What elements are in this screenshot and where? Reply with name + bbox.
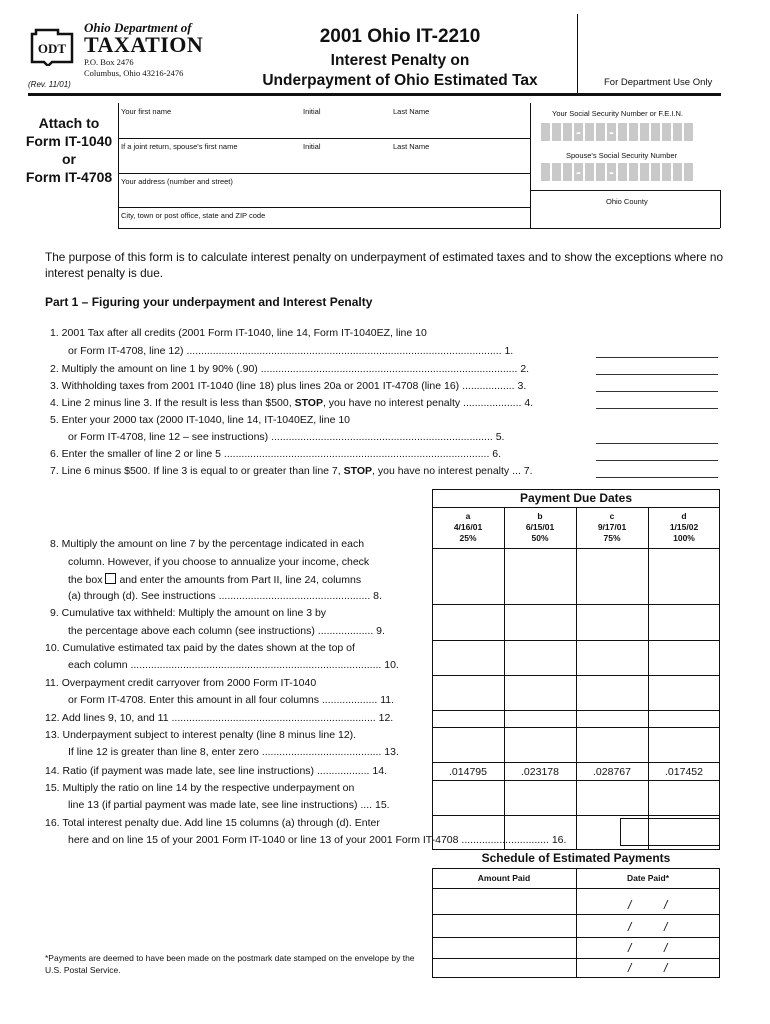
spouse-initial-field[interactable]: Initial xyxy=(303,142,321,151)
amount-paid-row-3[interactable] xyxy=(433,938,575,957)
line-4-label: 4. Line 2 minus line 3. If the result is less than $500, STOP, you have no interest penalty .................... 4. xyxy=(50,397,534,409)
line-8-label-cont: column. However, if you choose to annualize your income, check xyxy=(68,556,370,568)
line-5-label: 5. Enter your 2000 tax (2000 IT-1040, line 14, IT-1040EZ, line 10 xyxy=(50,414,351,426)
amount-paid-row-2[interactable] xyxy=(433,915,575,936)
annualize-checkbox[interactable] xyxy=(105,573,116,584)
spouse-last-name-field[interactable]: Last Name xyxy=(393,142,430,151)
line-14-label: 14. Ratio (if payment was made late, see line instructions) .................. 14. xyxy=(45,765,387,777)
spouse-first-name-field[interactable]: If a joint return, spouse's first name xyxy=(121,142,238,151)
line-6-input[interactable] xyxy=(596,460,718,461)
address-field[interactable]: Your address (number and street) xyxy=(121,177,233,186)
date-slash: / xyxy=(628,941,632,955)
ratio-a: .014795 xyxy=(449,766,487,778)
line-8-label-checkbox: the box and enter the amounts from Part II, line 24, columns xyxy=(68,574,362,586)
line-5-label-cont: or Form IT-4708, line 12 – see instructions) ............................................................................ 5. xyxy=(68,431,505,443)
date-slash: / xyxy=(628,898,632,912)
line-3-label: 3. Withholding taxes from 2001 IT-1040 (line 18) plus lines 20a or 2001 IT-4708 (line 16) .................. 3. xyxy=(50,380,527,392)
line-11-label-cont: or Form IT-4708. Enter this amount in all four columns ................... 11. xyxy=(68,694,395,706)
spouse-ssn-label: Spouse's Social Security Number xyxy=(566,151,678,160)
header-divider xyxy=(577,14,578,94)
spouse-ssn-input[interactable]: - - xyxy=(541,163,693,181)
line-8-label: 8. Multiply the amount on line 7 by the percentage indicated in each xyxy=(50,538,365,550)
line-13-label-cont: If line 12 is greater than line 8, enter zero ......................................... 13. xyxy=(68,746,399,758)
column-a-header: a 4/16/01 25% xyxy=(453,511,483,543)
column-d-header: d 1/15/02 100% xyxy=(669,511,699,543)
line-8-label-end: (a) through (d). See instructions .................................................... 8. xyxy=(68,590,382,602)
svg-text:ODT: ODT xyxy=(37,41,67,56)
agency-name-line1: Ohio Department of xyxy=(84,20,192,35)
form-title: 2001 Ohio IT-2210 xyxy=(319,26,481,47)
date-paid-header: Date Paid* xyxy=(626,873,670,883)
po-box: P.O. Box 2476 xyxy=(84,57,134,67)
line-12-label: 12. Add lines 9, 10, and 11 ...................................................................... 12. xyxy=(45,712,394,724)
line-7-input[interactable] xyxy=(596,477,718,478)
ssn-input[interactable]: - - xyxy=(541,123,693,141)
line-9-label: 9. Cumulative tax withheld: Multiply the amount on line 3 by xyxy=(50,607,327,619)
header-rule xyxy=(28,93,721,96)
agency-name-line2: TAXATION xyxy=(84,32,204,57)
line-13-label: 13. Underpayment subject to interest penalty (line 8 minus line 12). xyxy=(45,729,357,741)
agency-city: Columbus, Ohio 43216-2476 xyxy=(84,68,184,78)
line-1-label-cont: or Form IT-4708, line 12) ............................................................................................................ 1. xyxy=(68,345,514,357)
last-name-field[interactable]: Last Name xyxy=(393,107,430,116)
county-field[interactable] xyxy=(530,208,720,228)
line-16-input[interactable] xyxy=(620,818,720,846)
line-15-label-cont: line 13 (if partial payment was made late, see line instructions) .... 15. xyxy=(68,799,390,811)
odt-logo xyxy=(28,28,78,66)
date-slash: / xyxy=(664,898,668,912)
date-slash: / xyxy=(664,941,668,955)
line-10-label-cont: each column ...................................................................................... 10. xyxy=(68,659,399,671)
column-b-header: b 6/15/01 50% xyxy=(525,511,555,543)
line-9-label-cont: the percentage above each column (see instructions) ................... 9. xyxy=(68,625,385,637)
revision-date: (Rev. 11/01) xyxy=(28,80,71,89)
city-state-zip-field[interactable]: City, town or post office, state and ZIP code xyxy=(121,211,266,220)
footnote: *Payments are deemed to have been made on the postmark date stamped on the envelope by the U.S. Postal Service. xyxy=(45,953,415,975)
line-11-label: 11. Overpayment credit carryover from 2000 Form IT-1040 xyxy=(45,677,317,689)
column-c-header: c 9/17/01 75% xyxy=(597,511,627,543)
line-10-label: 10. Cumulative estimated tax paid by the dates shown at the top of xyxy=(45,642,355,654)
attach-instruction: Attach to Form IT-1040 or Form IT-4708 xyxy=(25,115,113,185)
ratio-d: .017452 xyxy=(665,766,703,778)
date-slash: / xyxy=(664,920,668,934)
schedule-title: Schedule of Estimated Payments xyxy=(481,851,671,865)
date-slash: / xyxy=(664,961,668,975)
ratio-b: .023178 xyxy=(521,766,559,778)
amount-paid-row-4[interactable] xyxy=(433,959,575,977)
first-name-field[interactable]: Your first name xyxy=(121,107,172,116)
line-16-label: 16. Total interest penalty due. Add line 15 columns (a) through (d). Enter xyxy=(45,817,380,829)
department-use-label: For Department Use Only xyxy=(604,77,713,88)
line-1-label: 1. 2001 Tax after all credits (2001 Form IT-1040, line 14, Form IT-1040EZ, line 10 xyxy=(50,327,427,339)
line-6-label: 6. Enter the smaller of line 2 or line 5 ........................................................................................... 6. xyxy=(50,448,502,460)
part1-heading: Part 1 – Figuring your underpayment and Interest Penalty xyxy=(45,295,373,309)
county-label: Ohio County xyxy=(606,197,648,206)
line-7-label: 7. Line 6 minus $500. If line 3 is equal to or greater than line 7, STOP, you have no interest penalty ... 7. xyxy=(50,465,533,477)
form-subtitle: Interest Penalty on Underpayment of Ohio Estimated Tax xyxy=(262,52,538,89)
line-16-label-cont: here and on line 15 of your 2001 Form IT-1040 or line 13 of your 2001 Form IT-4708 .............................. 16. xyxy=(68,834,567,846)
initial-field[interactable]: Initial xyxy=(303,107,321,116)
ratio-c: .028767 xyxy=(593,766,631,778)
ssn-label: Your Social Security Number or F.E.I.N. xyxy=(552,109,684,118)
payment-due-dates-title: Payment Due Dates xyxy=(519,491,633,505)
line-1-input[interactable] xyxy=(596,357,718,358)
line-5-input[interactable] xyxy=(596,443,718,444)
amount-paid-header: Amount Paid xyxy=(477,873,531,883)
date-slash: / xyxy=(628,961,632,975)
amount-paid-row-1[interactable] xyxy=(433,889,575,913)
line-4-input[interactable] xyxy=(596,408,718,409)
date-slash: / xyxy=(628,920,632,934)
line-2-input[interactable] xyxy=(596,374,718,375)
line-3-input[interactable] xyxy=(596,391,718,392)
line-15-label: 15. Multiply the ratio on line 14 by the respective underpayment on xyxy=(45,782,355,794)
purpose-text: The purpose of this form is to calculate interest penalty on underpayment of estimated taxes and to show the exceptions where no interest penalty is due. xyxy=(45,250,724,280)
line-2-label: 2. Multiply the amount on line 1 by 90% (.90) ........................................................................................ 2. xyxy=(50,363,530,375)
